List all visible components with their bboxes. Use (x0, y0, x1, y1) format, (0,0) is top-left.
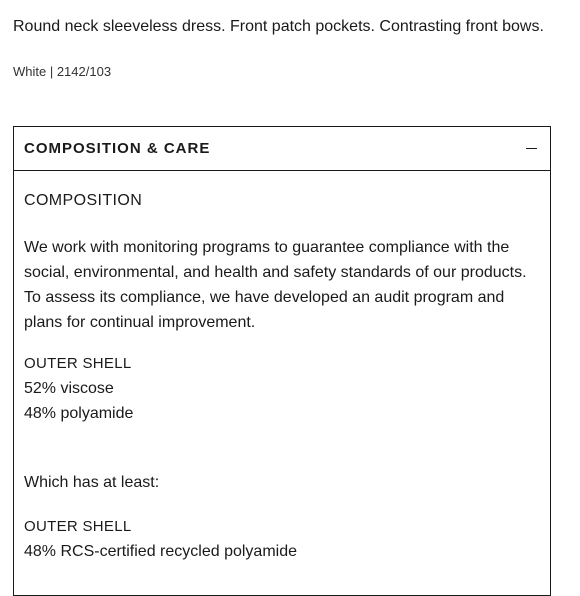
material-line: 48% polyamide (24, 405, 134, 422)
material-line: 52% viscose (24, 380, 114, 397)
accordion-title: COMPOSITION & CARE (24, 140, 211, 157)
compliance-paragraph: We work with monitoring programs to guarantee compliance with the social, environmental, and health and safety standards of our products. To assess its compliance, we have developed an audit program and plans for continual improvement. (24, 239, 527, 331)
accordion-header[interactable] (14, 127, 550, 171)
certified-outer-shell-label: OUTER SHELL (24, 518, 132, 535)
product-color-reference: White | 2142/103 (13, 64, 112, 79)
certified-material-line: 48% RCS-certified recycled polyamide (24, 543, 297, 560)
section-title: COMPOSITION (24, 192, 143, 209)
minus-icon[interactable] (526, 148, 537, 149)
at-least-label: Which has at least: (24, 474, 160, 491)
product-description: Round neck sleeveless dress. Front patch pockets. Contrasting front bows. (13, 18, 544, 35)
composition-care-accordion (13, 126, 551, 596)
outer-shell-label: OUTER SHELL (24, 355, 132, 372)
